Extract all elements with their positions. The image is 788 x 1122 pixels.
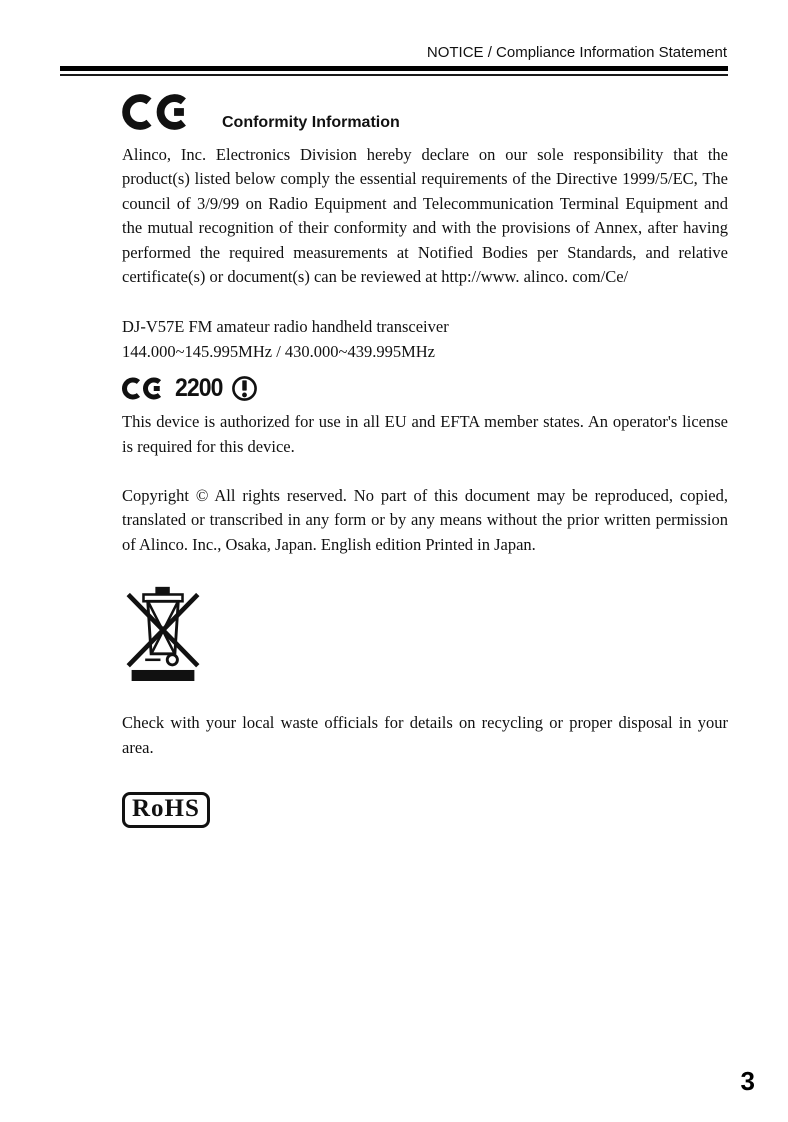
product-block [122, 315, 728, 364]
ce-mark-icon [122, 90, 204, 134]
frequency-range: 144.000~145.995MHz / 430.000~439.995MHz [122, 341, 436, 361]
conformity-heading-row [122, 86, 728, 134]
alert-exclamation-icon [231, 375, 258, 402]
page-number: 3 [740, 1066, 755, 1096]
page-content [122, 86, 728, 828]
ce-alert-mark-row [122, 373, 728, 403]
weee-symbol-wrap [124, 586, 728, 681]
ce-mark-small-icon [122, 375, 172, 402]
rohs-badge: RoHS [122, 792, 210, 828]
page-header-title: NOTICE / Compliance Information Statement [426, 44, 727, 61]
notified-body-number: 2200 [175, 373, 223, 402]
header-divider-rule [60, 66, 728, 76]
conformity-heading: Conformity Information [222, 114, 400, 131]
copyright-paragraph: Copyright © All rights reserved. No part of this document may be reproduced, copied, translated or transcribed in any form or by any means without the prior written permission of Alinco. Inc., Osaka, Japan. English edition Printed in Japan. [122, 486, 728, 554]
waste-disposal-note: Check with your local waste officials for details on recycling or proper disposal in your area. [122, 713, 728, 757]
product-name: DJ-V57E FM amateur radio handheld transceiver [122, 317, 449, 337]
declaration-paragraph: Alinco, Inc. Electronics Division hereby declare on our sole responsibility that the product(s) listed below comply the essential requirements of the Directive 1999/5/EC, The council of 3/9/99 on Radio Equipment and Telecommunication Terminal Equipment and the mutual recognition of their conformity and with the provisions of Annex, after having performed the required measurements at Notified Bodies per Standards, and relative certificate(s) or document(s) can be reviewed at http://www. alinco. com/Ce/ [122, 145, 728, 287]
weee-crossed-bin-icon [124, 586, 202, 681]
authorization-paragraph: This device is authorized for use in all EU and EFTA member states. An operator's license is required for this device. [122, 412, 728, 456]
